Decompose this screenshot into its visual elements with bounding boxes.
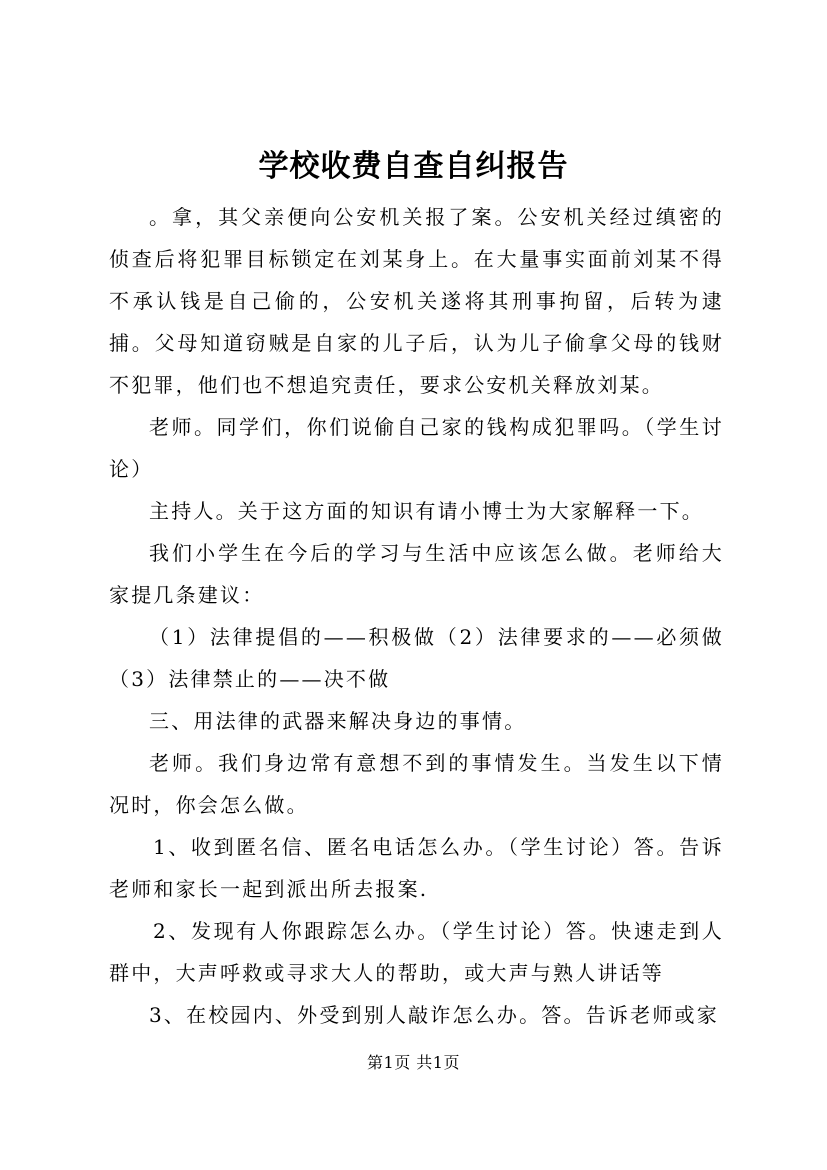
document-body bbox=[109, 196, 724, 1036]
paragraph-host-intro: 主持人。关于这方面的知识有请小博士为大家解释一下。 bbox=[149, 499, 704, 523]
paragraph-case-description: 。拿，其父亲便向公安机关报了案。公安机关经过缜密的侦查后将犯罪目标锁定在刘某身上。在大量事实面前刘某不得不承认钱是自己偷的，公安机关遂将其刑事拘留，后转为逮捕。父母知道窃贼是自家的儿子后，认为儿子偷拿父母的钱财不犯罪，他们也不想追究责任，要求公安机关释放刘某。 bbox=[109, 205, 724, 397]
paragraph-suggestions-intro: 我们小学生在今后的学习与生活中应该怎么做。老师给大家提几条建议： bbox=[109, 541, 724, 607]
page-footer: 第1页 共1页 bbox=[367, 1053, 460, 1072]
paragraph-item-1: 1、收到匿名信、匿名电话怎么办。（学生讨论）答。告诉老师和家长一起到派出所去报案. bbox=[109, 835, 724, 901]
paragraph-teacher-situations: 老师。我们身边常有意想不到的事情发生。当发生以下情况时，你会怎么做。 bbox=[109, 751, 724, 817]
paragraph-item-2: 2、发现有人你跟踪怎么办。（学生讨论）答。快速走到人群中，大声呼救或寻求大人的帮助，或大声与熟人讲话等 bbox=[109, 919, 724, 985]
paragraph-section-three-heading: 三、用法律的武器来解决身边的事情。 bbox=[149, 709, 527, 733]
paragraph-teacher-question: 老师。同学们，你们说偷自己家的钱构成犯罪吗。（学生讨论） bbox=[109, 415, 724, 481]
paragraph-law-principles: （1）法律提倡的——积极做（2）法律要求的——必须做（3）法律禁止的——决不做 bbox=[109, 625, 724, 691]
document-title: 学校收费自查自纠报告 bbox=[258, 149, 569, 184]
paragraph-item-3: 3、在校园内、外受到别人敲诈怎么办。答。告诉老师或家 bbox=[149, 1003, 719, 1027]
